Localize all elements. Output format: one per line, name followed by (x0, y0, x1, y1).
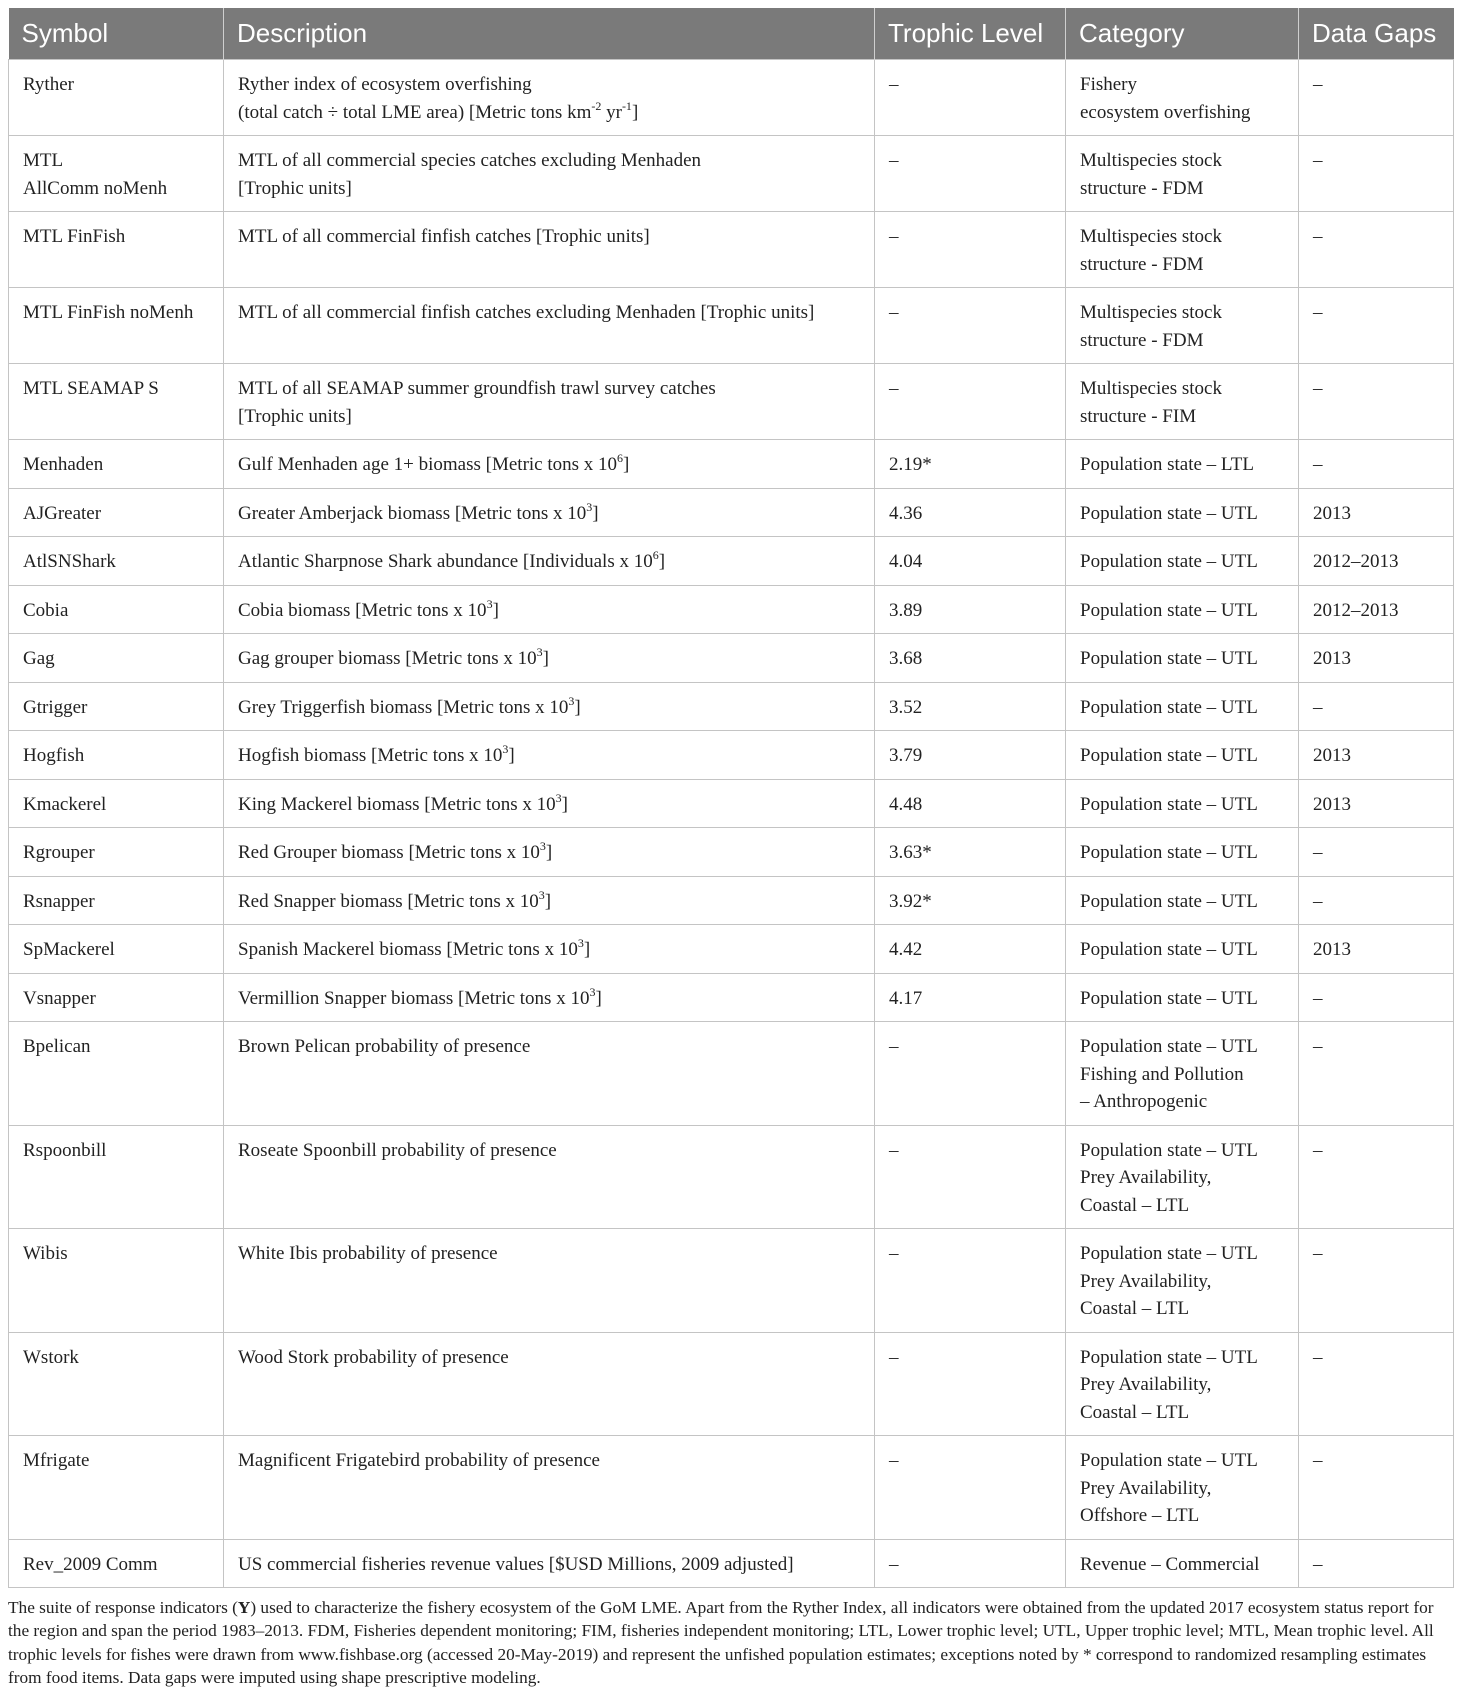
symbol-text: SpMackerel (23, 939, 115, 960)
data-gaps-text: 2013 (1313, 648, 1351, 669)
symbol-text: Vsnapper (23, 987, 96, 1009)
cell-data-gaps (1299, 288, 1454, 364)
cell-symbol (9, 973, 224, 1022)
cell-description (224, 925, 875, 974)
trophic-level-text: – (889, 1139, 899, 1161)
cell-data-gaps (1299, 1436, 1454, 1540)
cell-description (224, 828, 875, 877)
trophic-level-text: – (889, 1450, 899, 1471)
category-text: Population state – UTL Prey Availability, Offshore – LTL (1080, 1450, 1258, 1526)
cell-category (1066, 585, 1299, 634)
category-text: Population state – UTL (1080, 987, 1258, 1009)
cell-category (1066, 440, 1299, 489)
description-text-end: ] (574, 696, 581, 718)
description-text-end: ] (631, 101, 639, 123)
symbol-text: MTL AllComm noMenh (23, 150, 168, 199)
data-gaps-text: – (1313, 696, 1323, 718)
cell-data-gaps (1299, 973, 1454, 1022)
trophic-level-text: – (889, 1553, 899, 1575)
cell-category (1066, 876, 1299, 925)
cell-trophic-level (875, 585, 1066, 634)
description-text: Roseate Spoonbill probability of presence (238, 1139, 557, 1161)
cell-category (1066, 364, 1299, 440)
cell-data-gaps (1299, 1229, 1454, 1333)
cell-trophic-level (875, 876, 1066, 925)
cell-data-gaps (1299, 634, 1454, 683)
cell-data-gaps (1299, 731, 1454, 780)
data-gaps-text: – (1313, 1346, 1323, 1368)
cell-trophic-level (875, 828, 1066, 877)
trophic-level-text: – (889, 1243, 899, 1264)
table-row (9, 537, 1454, 586)
description-text: Hogfish biomass [Metric tons x 10 (238, 745, 503, 766)
cell-trophic-level (875, 440, 1066, 489)
description-text: King Mackerel biomass [Metric tons x 10 (238, 793, 556, 815)
category-text: Multispecies stock structure - FDM (1080, 226, 1222, 275)
description-text: MTL of all SEAMAP summer groundfish trawl survey catches [Trophic units] (238, 378, 716, 427)
cell-category (1066, 1229, 1299, 1333)
header-category: Category (1066, 8, 1299, 60)
cell-description (224, 682, 875, 731)
table-row (9, 440, 1454, 489)
cell-category (1066, 925, 1299, 974)
trophic-level-text: – (889, 1346, 899, 1368)
table-row (9, 60, 1454, 136)
cell-category (1066, 212, 1299, 288)
symbol-text: AtlSNShark (23, 551, 116, 572)
cell-description (224, 1125, 875, 1229)
cell-trophic-level (875, 1229, 1066, 1333)
cell-description (224, 212, 875, 288)
category-text: Population state – UTL (1080, 890, 1258, 912)
table-row (9, 1022, 1454, 1126)
category-text: Multispecies stock structure - FIM (1080, 378, 1222, 427)
trophic-level-text: 4.17 (889, 987, 923, 1009)
description-text: MTL of all commercial finfish catches [Trophic units] (238, 226, 650, 247)
description-text: Grey Triggerfish biomass [Metric tons x 10 (238, 696, 569, 718)
category-text: Population state – LTL (1080, 454, 1254, 475)
cell-symbol (9, 876, 224, 925)
table-row (9, 634, 1454, 683)
cell-description (224, 1332, 875, 1436)
cell-description (224, 1436, 875, 1540)
description-superscript: 3 (539, 839, 546, 853)
data-gaps-text: – (1313, 1450, 1323, 1471)
trophic-level-text: – (889, 74, 899, 95)
description-text: Vermillion Snapper biomass [Metric tons x 10 (238, 987, 590, 1009)
trophic-level-text: 3.63* (889, 842, 932, 863)
table-row (9, 1125, 1454, 1229)
footnote-bold-symbol: Y (237, 1598, 251, 1617)
cell-category (1066, 537, 1299, 586)
cell-data-gaps (1299, 682, 1454, 731)
category-text: Multispecies stock structure - FDM (1080, 150, 1222, 199)
table-row (9, 288, 1454, 364)
cell-trophic-level (875, 1539, 1066, 1588)
cell-trophic-level (875, 136, 1066, 212)
cell-data-gaps (1299, 537, 1454, 586)
cell-data-gaps (1299, 60, 1454, 136)
cell-symbol (9, 60, 224, 136)
description-superscript: 3 (538, 887, 545, 902)
description-text-end: ] (545, 842, 553, 863)
description-superscript: 3 (502, 742, 509, 756)
description-superscript: 3 (589, 984, 596, 999)
cell-symbol (9, 634, 224, 683)
data-gaps-text: 2013 (1313, 502, 1351, 524)
trophic-level-text: 4.42 (889, 939, 923, 960)
category-text: Population state – UTL (1080, 939, 1258, 960)
symbol-text: MTL FinFish (23, 226, 126, 247)
trophic-level-text: 3.79 (889, 745, 923, 766)
data-gaps-text: 2012–2013 (1313, 551, 1399, 572)
cell-category (1066, 288, 1299, 364)
cell-data-gaps (1299, 828, 1454, 877)
table-body (9, 60, 1454, 1588)
category-text: Population state – UTL Fishing and Pollution – Anthropogenic (1080, 1036, 1258, 1112)
table-row (9, 364, 1454, 440)
cell-symbol (9, 1229, 224, 1333)
data-gaps-text: – (1313, 987, 1323, 1009)
table-row (9, 1229, 1454, 1333)
cell-trophic-level (875, 60, 1066, 136)
cell-data-gaps (1299, 779, 1454, 828)
cell-description (224, 973, 875, 1022)
description-text-end: ] (658, 551, 666, 572)
description-superscript: 3 (586, 499, 593, 514)
symbol-text: Rev_2009 Comm (23, 1553, 158, 1575)
symbol-text: Wibis (23, 1243, 68, 1264)
cell-category (1066, 634, 1299, 683)
data-gaps-text: 2013 (1313, 745, 1351, 766)
table-row (9, 212, 1454, 288)
symbol-text: Rsnapper (23, 890, 95, 912)
table-row (9, 1539, 1454, 1588)
trophic-level-text: – (889, 1036, 899, 1057)
header-description: Description (224, 8, 875, 60)
trophic-level-text: 3.89 (889, 599, 923, 621)
description-text-end: ] (623, 454, 630, 475)
data-gaps-text: – (1313, 1553, 1323, 1575)
cell-description (224, 779, 875, 828)
category-text: Population state – UTL Prey Availability, Coastal – LTL (1080, 1139, 1258, 1216)
cell-description (224, 585, 875, 634)
description-text: Red Grouper biomass [Metric tons x 10 (238, 842, 540, 863)
cell-description (224, 364, 875, 440)
description-superscript: 3 (486, 596, 493, 611)
cell-symbol (9, 731, 224, 780)
category-text: Population state – UTL (1080, 793, 1258, 815)
trophic-level-text: 4.36 (889, 502, 923, 524)
description-text: Cobia biomass [Metric tons x 10 (238, 599, 487, 621)
cell-data-gaps (1299, 585, 1454, 634)
cell-trophic-level (875, 925, 1066, 974)
cell-trophic-level (875, 488, 1066, 537)
symbol-text: Bpelican (23, 1036, 91, 1057)
cell-trophic-level (875, 973, 1066, 1022)
cell-category (1066, 1332, 1299, 1436)
description-superscript: -2 (591, 98, 602, 113)
cell-description (224, 1022, 875, 1126)
cell-trophic-level (875, 364, 1066, 440)
cell-description (224, 60, 875, 136)
cell-trophic-level (875, 288, 1066, 364)
description-text: Gulf Menhaden age 1+ biomass [Metric tons x 10 (238, 454, 618, 475)
cell-data-gaps (1299, 1125, 1454, 1229)
description-text-end: ] (595, 987, 602, 1009)
category-text: Fishery ecosystem overfishing (1080, 74, 1251, 123)
table-row (9, 488, 1454, 537)
data-gaps-text: – (1313, 74, 1323, 95)
cell-category (1066, 779, 1299, 828)
table-row (9, 731, 1454, 780)
cell-symbol (9, 779, 224, 828)
description-text: Atlantic Sharpnose Shark abundance [Individuals x 10 (238, 551, 653, 572)
data-gaps-text: – (1313, 150, 1323, 171)
table-row (9, 828, 1454, 877)
cell-description (224, 1539, 875, 1588)
category-text: Population state – UTL (1080, 551, 1258, 572)
trophic-level-text: 3.92* (889, 890, 932, 912)
trophic-level-text: 2.19* (889, 454, 932, 475)
symbol-text: Menhaden (23, 454, 104, 475)
category-text: Revenue – Commercial (1080, 1553, 1260, 1575)
header-symbol: Symbol (9, 8, 224, 60)
description-text-mid: yr (601, 101, 622, 123)
indicator-table (8, 8, 1454, 1588)
symbol-text: Wstork (23, 1346, 79, 1368)
cell-symbol (9, 585, 224, 634)
cell-description (224, 876, 875, 925)
cell-category (1066, 1125, 1299, 1229)
cell-category (1066, 488, 1299, 537)
description-text: MTL of all commercial species catches excluding Menhaden [Trophic units] (238, 150, 702, 199)
cell-data-gaps (1299, 876, 1454, 925)
symbol-text: Gtrigger (23, 696, 88, 718)
data-gaps-text: – (1313, 1243, 1323, 1264)
description-text: Magnificent Frigatebird probability of presence (238, 1450, 600, 1471)
trophic-level-text: 4.04 (889, 551, 923, 572)
cell-symbol (9, 1022, 224, 1126)
cell-trophic-level (875, 1332, 1066, 1436)
description-text: Spanish Mackerel biomass [Metric tons x 10 (238, 939, 578, 960)
cell-description (224, 288, 875, 364)
cell-data-gaps (1299, 1022, 1454, 1126)
cell-data-gaps (1299, 1332, 1454, 1436)
cell-symbol (9, 925, 224, 974)
description-text-end: ] (544, 890, 552, 912)
cell-trophic-level (875, 1125, 1066, 1229)
cell-trophic-level (875, 1022, 1066, 1126)
description-superscript: 3 (577, 936, 584, 950)
data-gaps-text: – (1313, 1036, 1323, 1057)
cell-category (1066, 682, 1299, 731)
description-text: MTL of all commercial finfish catches excluding Menhaden [Trophic units] (238, 302, 815, 323)
table-row (9, 136, 1454, 212)
cell-symbol (9, 682, 224, 731)
description-text-end: ] (583, 939, 591, 960)
category-text: Population state – UTL (1080, 745, 1258, 766)
cell-description (224, 488, 875, 537)
symbol-text: Hogfish (23, 745, 85, 766)
table-row (9, 585, 1454, 634)
table-row (9, 779, 1454, 828)
category-text: Population state – UTL (1080, 842, 1258, 863)
category-text: Multispecies stock structure - FDM (1080, 302, 1222, 351)
header-trophic-level: Trophic Level (875, 8, 1066, 60)
trophic-level-text: – (889, 226, 899, 247)
cell-symbol (9, 440, 224, 489)
description-superscript: 3 (536, 645, 543, 659)
header-row (9, 8, 1454, 60)
data-gaps-text: 2012–2013 (1313, 599, 1399, 621)
description-superscript-2: -1 (621, 98, 632, 113)
cell-trophic-level (875, 537, 1066, 586)
cell-category (1066, 1436, 1299, 1540)
cell-symbol (9, 212, 224, 288)
cell-description (224, 731, 875, 780)
cell-symbol (9, 364, 224, 440)
data-gaps-text: 2013 (1313, 793, 1351, 815)
cell-description (224, 537, 875, 586)
cell-trophic-level (875, 682, 1066, 731)
cell-data-gaps (1299, 212, 1454, 288)
symbol-text: AJGreater (23, 502, 102, 524)
description-text: Gag grouper biomass [Metric tons x 10 (238, 648, 537, 669)
cell-data-gaps (1299, 488, 1454, 537)
cell-symbol (9, 488, 224, 537)
cell-symbol (9, 1125, 224, 1229)
cell-description (224, 440, 875, 489)
cell-category (1066, 1022, 1299, 1126)
cell-description (224, 136, 875, 212)
description-text-end: ] (508, 745, 515, 766)
category-text: Population state – UTL (1080, 599, 1258, 621)
cell-symbol (9, 828, 224, 877)
symbol-text: MTL SEAMAP S (23, 378, 159, 399)
description-text: Wood Stork probability of presence (238, 1346, 509, 1368)
description-text-end: ] (561, 793, 568, 815)
cell-category (1066, 136, 1299, 212)
category-text: Population state – UTL Prey Availability, Coastal – LTL (1080, 1243, 1258, 1319)
cell-category (1066, 60, 1299, 136)
category-text: Population state – UTL (1080, 648, 1258, 669)
cell-symbol (9, 288, 224, 364)
trophic-level-text: 3.52 (889, 696, 923, 718)
indicator-table-container (8, 8, 1453, 1690)
symbol-text: Rspoonbill (23, 1139, 107, 1161)
header-data-gaps: Data Gaps (1299, 8, 1454, 60)
symbol-text: Cobia (23, 599, 69, 621)
table-header (9, 8, 1454, 60)
data-gaps-text: – (1313, 378, 1323, 399)
description-text-end: ] (542, 648, 549, 669)
description-text: Ryther index of ecosystem overfishing (total catch ÷ total LME area) [Metric tons km (238, 74, 592, 123)
table-row (9, 876, 1454, 925)
symbol-text: Kmackerel (23, 793, 107, 815)
description-superscript: 3 (568, 693, 575, 708)
cell-data-gaps (1299, 1539, 1454, 1588)
description-text: Greater Amberjack biomass [Metric tons x 10 (238, 502, 587, 524)
table-row (9, 682, 1454, 731)
table-row (9, 925, 1454, 974)
symbol-text: Gag (23, 648, 55, 669)
cell-data-gaps (1299, 925, 1454, 974)
cell-data-gaps (1299, 364, 1454, 440)
cell-symbol (9, 1539, 224, 1588)
cell-category (1066, 1539, 1299, 1588)
data-gaps-text: – (1313, 842, 1323, 863)
category-text: Population state – UTL (1080, 502, 1258, 524)
symbol-text: Ryther (23, 74, 74, 95)
cell-trophic-level (875, 212, 1066, 288)
description-text: US commercial fisheries revenue values [$USD Millions, 2009 adjusted] (238, 1553, 794, 1575)
cell-trophic-level (875, 779, 1066, 828)
trophic-level-text: 4.48 (889, 793, 923, 815)
cell-trophic-level (875, 1436, 1066, 1540)
table-row (9, 1436, 1454, 1540)
data-gaps-text: – (1313, 302, 1323, 323)
trophic-level-text: 3.68 (889, 648, 923, 669)
category-text: Population state – UTL Prey Availability, Coastal – LTL (1080, 1346, 1258, 1423)
trophic-level-text: – (889, 302, 899, 323)
cell-symbol (9, 1436, 224, 1540)
category-text: Population state – UTL (1080, 696, 1258, 718)
cell-data-gaps (1299, 440, 1454, 489)
footnote-text-start: The suite of response indicators ( (8, 1598, 238, 1617)
table-row (9, 1332, 1454, 1436)
symbol-text: Rgrouper (23, 842, 95, 863)
symbol-text: MTL FinFish noMenh (23, 302, 194, 323)
cell-symbol (9, 1332, 224, 1436)
cell-category (1066, 973, 1299, 1022)
data-gaps-text: – (1313, 890, 1323, 912)
cell-description (224, 1229, 875, 1333)
cell-category (1066, 731, 1299, 780)
cell-description (224, 634, 875, 683)
footnote-text-rest: ) used to characterize the fishery ecosystem of the GoM LME. Apart from the Ryther Index, all indicators were obtained from the updated 2017 ecosystem status report for the region and span the period 1983–2013. FDM, Fisheries dependent monitoring; FIM, fisheries independent monitoring; LTL, Lower trophic level; UTL, Upper trophic level; MTL, Mean trophic level. All trophic levels for fishes were drawn from www.fishbase.org (accessed 20-May-2019) and represent the unfished population estimates; exceptions noted by * correspond to randomized resampling estimates from food items. Data gaps were imputed using shape prescriptive modeling. (8, 1598, 1434, 1688)
table-footnote (8, 1596, 1453, 1690)
description-superscript: 6 (617, 451, 624, 465)
cell-category (1066, 828, 1299, 877)
cell-trophic-level (875, 731, 1066, 780)
cell-data-gaps (1299, 136, 1454, 212)
table-row (9, 973, 1454, 1022)
data-gaps-text: – (1313, 454, 1323, 475)
description-text-end: ] (592, 502, 599, 524)
description-superscript: 6 (652, 548, 659, 562)
description-superscript: 3 (555, 790, 562, 805)
description-text: Brown Pelican probability of presence (238, 1036, 531, 1057)
trophic-level-text: – (889, 378, 899, 399)
symbol-text: Mfrigate (23, 1450, 90, 1471)
data-gaps-text: – (1313, 1139, 1323, 1161)
data-gaps-text: 2013 (1313, 939, 1351, 960)
cell-symbol (9, 136, 224, 212)
trophic-level-text: – (889, 150, 899, 171)
data-gaps-text: – (1313, 226, 1323, 247)
cell-symbol (9, 537, 224, 586)
description-text-end: ] (492, 599, 499, 621)
description-text: Red Snapper biomass [Metric tons x 10 (238, 890, 539, 912)
description-text: White Ibis probability of presence (238, 1243, 498, 1264)
cell-trophic-level (875, 634, 1066, 683)
